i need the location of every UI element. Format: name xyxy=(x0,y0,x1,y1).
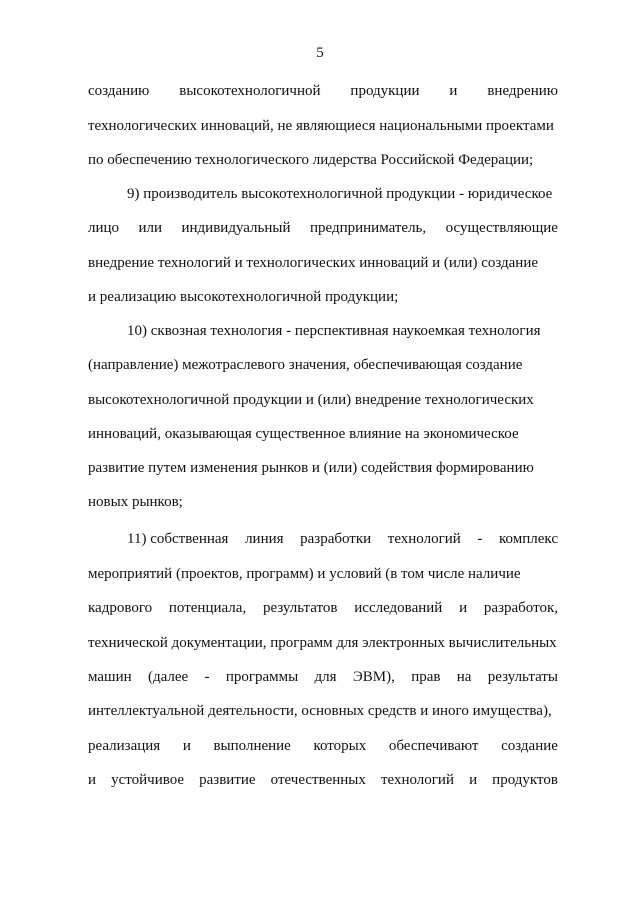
word: устойчивое xyxy=(111,772,185,788)
word: отечественных xyxy=(270,772,366,788)
word: технологий xyxy=(387,531,461,547)
word: ЭВМ), xyxy=(352,669,395,685)
word: предприниматель, xyxy=(309,220,427,236)
word: осуществляющие xyxy=(445,220,558,236)
word: линия xyxy=(245,531,284,547)
word: 11) собственная xyxy=(127,531,229,547)
word: исследований xyxy=(354,600,443,616)
text-line xyxy=(88,82,558,100)
word: и xyxy=(88,772,97,788)
word: или xyxy=(138,220,163,236)
word: выполнение xyxy=(213,738,291,754)
text-line: (направление) межотраслевого значения, обеспечивающая создание xyxy=(88,357,523,373)
word: разработок, xyxy=(483,600,558,616)
word: для xyxy=(314,669,337,685)
word: продуктов xyxy=(492,772,558,788)
word: прав xyxy=(411,669,441,685)
word: программы xyxy=(225,669,299,685)
text-line: технологических инноваций, не являющиеся национальными проектами xyxy=(88,118,554,134)
word: результаты xyxy=(487,669,558,685)
text-line xyxy=(88,219,558,237)
page-number: 5 xyxy=(316,45,324,61)
word: технологий xyxy=(380,772,454,788)
text-line xyxy=(88,737,558,755)
word: и xyxy=(459,600,468,616)
text-line: технической документации, программ для электронных вычислительных xyxy=(88,635,557,651)
text-line: 10) сквозная технология - перспективная наукоемкая технология xyxy=(127,323,541,339)
word: - xyxy=(477,531,483,547)
word: потенциала, xyxy=(168,600,247,616)
text-line xyxy=(88,668,558,686)
word: обеспечивают xyxy=(388,738,479,754)
word: созданию xyxy=(88,83,150,99)
word: создание xyxy=(501,738,558,754)
text-line: интеллектуальной деятельности, основных средств и иного имущества), xyxy=(88,703,552,719)
text-line xyxy=(88,599,558,617)
word: комплекс xyxy=(499,531,558,547)
word: - xyxy=(204,669,210,685)
text-line: инноваций, оказывающая существенное влияние на экономическое xyxy=(88,426,519,442)
text-line xyxy=(127,530,558,548)
text-line: развитие путем изменения рынков и (или) содействия формированию xyxy=(88,460,534,476)
word: продукции xyxy=(350,83,420,99)
text-line: по обеспечению технологического лидерства Российской Федерации; xyxy=(88,152,534,168)
text-line: внедрение технологий и технологических инноваций и (или) создание xyxy=(88,255,539,271)
word: и xyxy=(449,83,458,99)
text-line: и реализацию высокотехнологичной продукции; xyxy=(88,289,399,305)
word: машин xyxy=(88,669,132,685)
text-line: высокотехнологичной продукции и (или) внедрение технологических xyxy=(88,392,534,408)
word: кадрового xyxy=(88,600,153,616)
word: которых xyxy=(313,738,367,754)
word: лицо xyxy=(88,220,120,236)
text-line: новых рынков; xyxy=(88,494,183,510)
word: и xyxy=(182,738,191,754)
word: развитие xyxy=(199,772,256,788)
word: высокотехнологичной xyxy=(179,83,321,99)
word: индивидуальный xyxy=(181,220,291,236)
word: разработки xyxy=(300,531,372,547)
word: внедрению xyxy=(487,83,558,99)
word: реализация xyxy=(88,738,161,754)
text-line: 9) производитель высокотехнологичной продукции - юридическое xyxy=(127,186,553,202)
word: (далее xyxy=(147,669,189,685)
word: и xyxy=(469,772,478,788)
text-line: мероприятий (проектов, программ) и условий (в том числе наличие xyxy=(88,566,521,582)
text-line xyxy=(88,771,558,789)
word: на xyxy=(456,669,472,685)
word: результатов xyxy=(262,600,338,616)
